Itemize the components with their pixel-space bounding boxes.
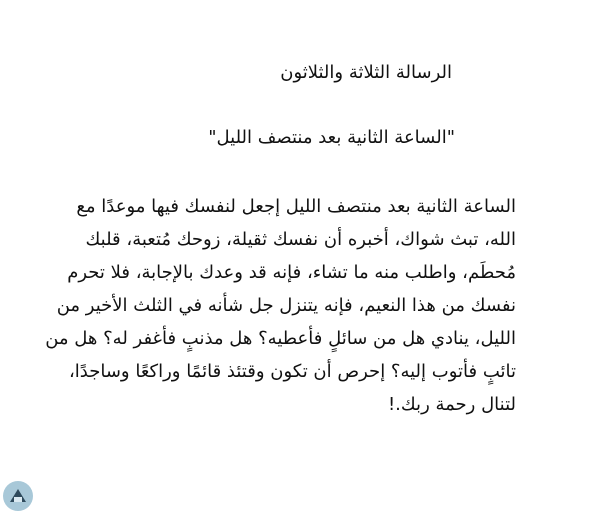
body-line: الساعة الثانية بعد منتصف الليل إجعل لنفسك فيها موعدًا مع xyxy=(76,196,516,217)
site-logo-icon[interactable] xyxy=(2,480,34,512)
body-line: لتنال رحمة ربك.! xyxy=(387,394,516,415)
letter-title: الرسالة الثلاثة والثلاثون xyxy=(280,62,452,83)
body-line: نفسك من هذا النعيم، فإنه يتنزل جل شأنه في الثلث الأخير من xyxy=(56,295,516,316)
body-line: تائبٍ فأتوب إليه؟ إحرص أن تكون وقتئذ قائمًا وراكعًا وساجدًا، xyxy=(68,361,516,382)
site-logo-shape xyxy=(2,480,34,512)
body-line: الله، تبث شواك، أخبره أن نفسك ثقيلة، زوحك مُتعبة، قلبك xyxy=(85,229,516,250)
letter-body xyxy=(45,190,516,421)
body-line: مُحطَم، واطلب منه ما تشاء، فإنه قد وعدك بالإجابة، فلا تحرم xyxy=(67,262,516,283)
body-line: الليل، ينادي هل من سائلٍ فأعطيه؟ هل مذنبٍ فأغفر له؟ هل من xyxy=(45,328,516,349)
letter-subtitle: "الساعة الثانية بعد منتصف الليل" xyxy=(208,127,455,148)
